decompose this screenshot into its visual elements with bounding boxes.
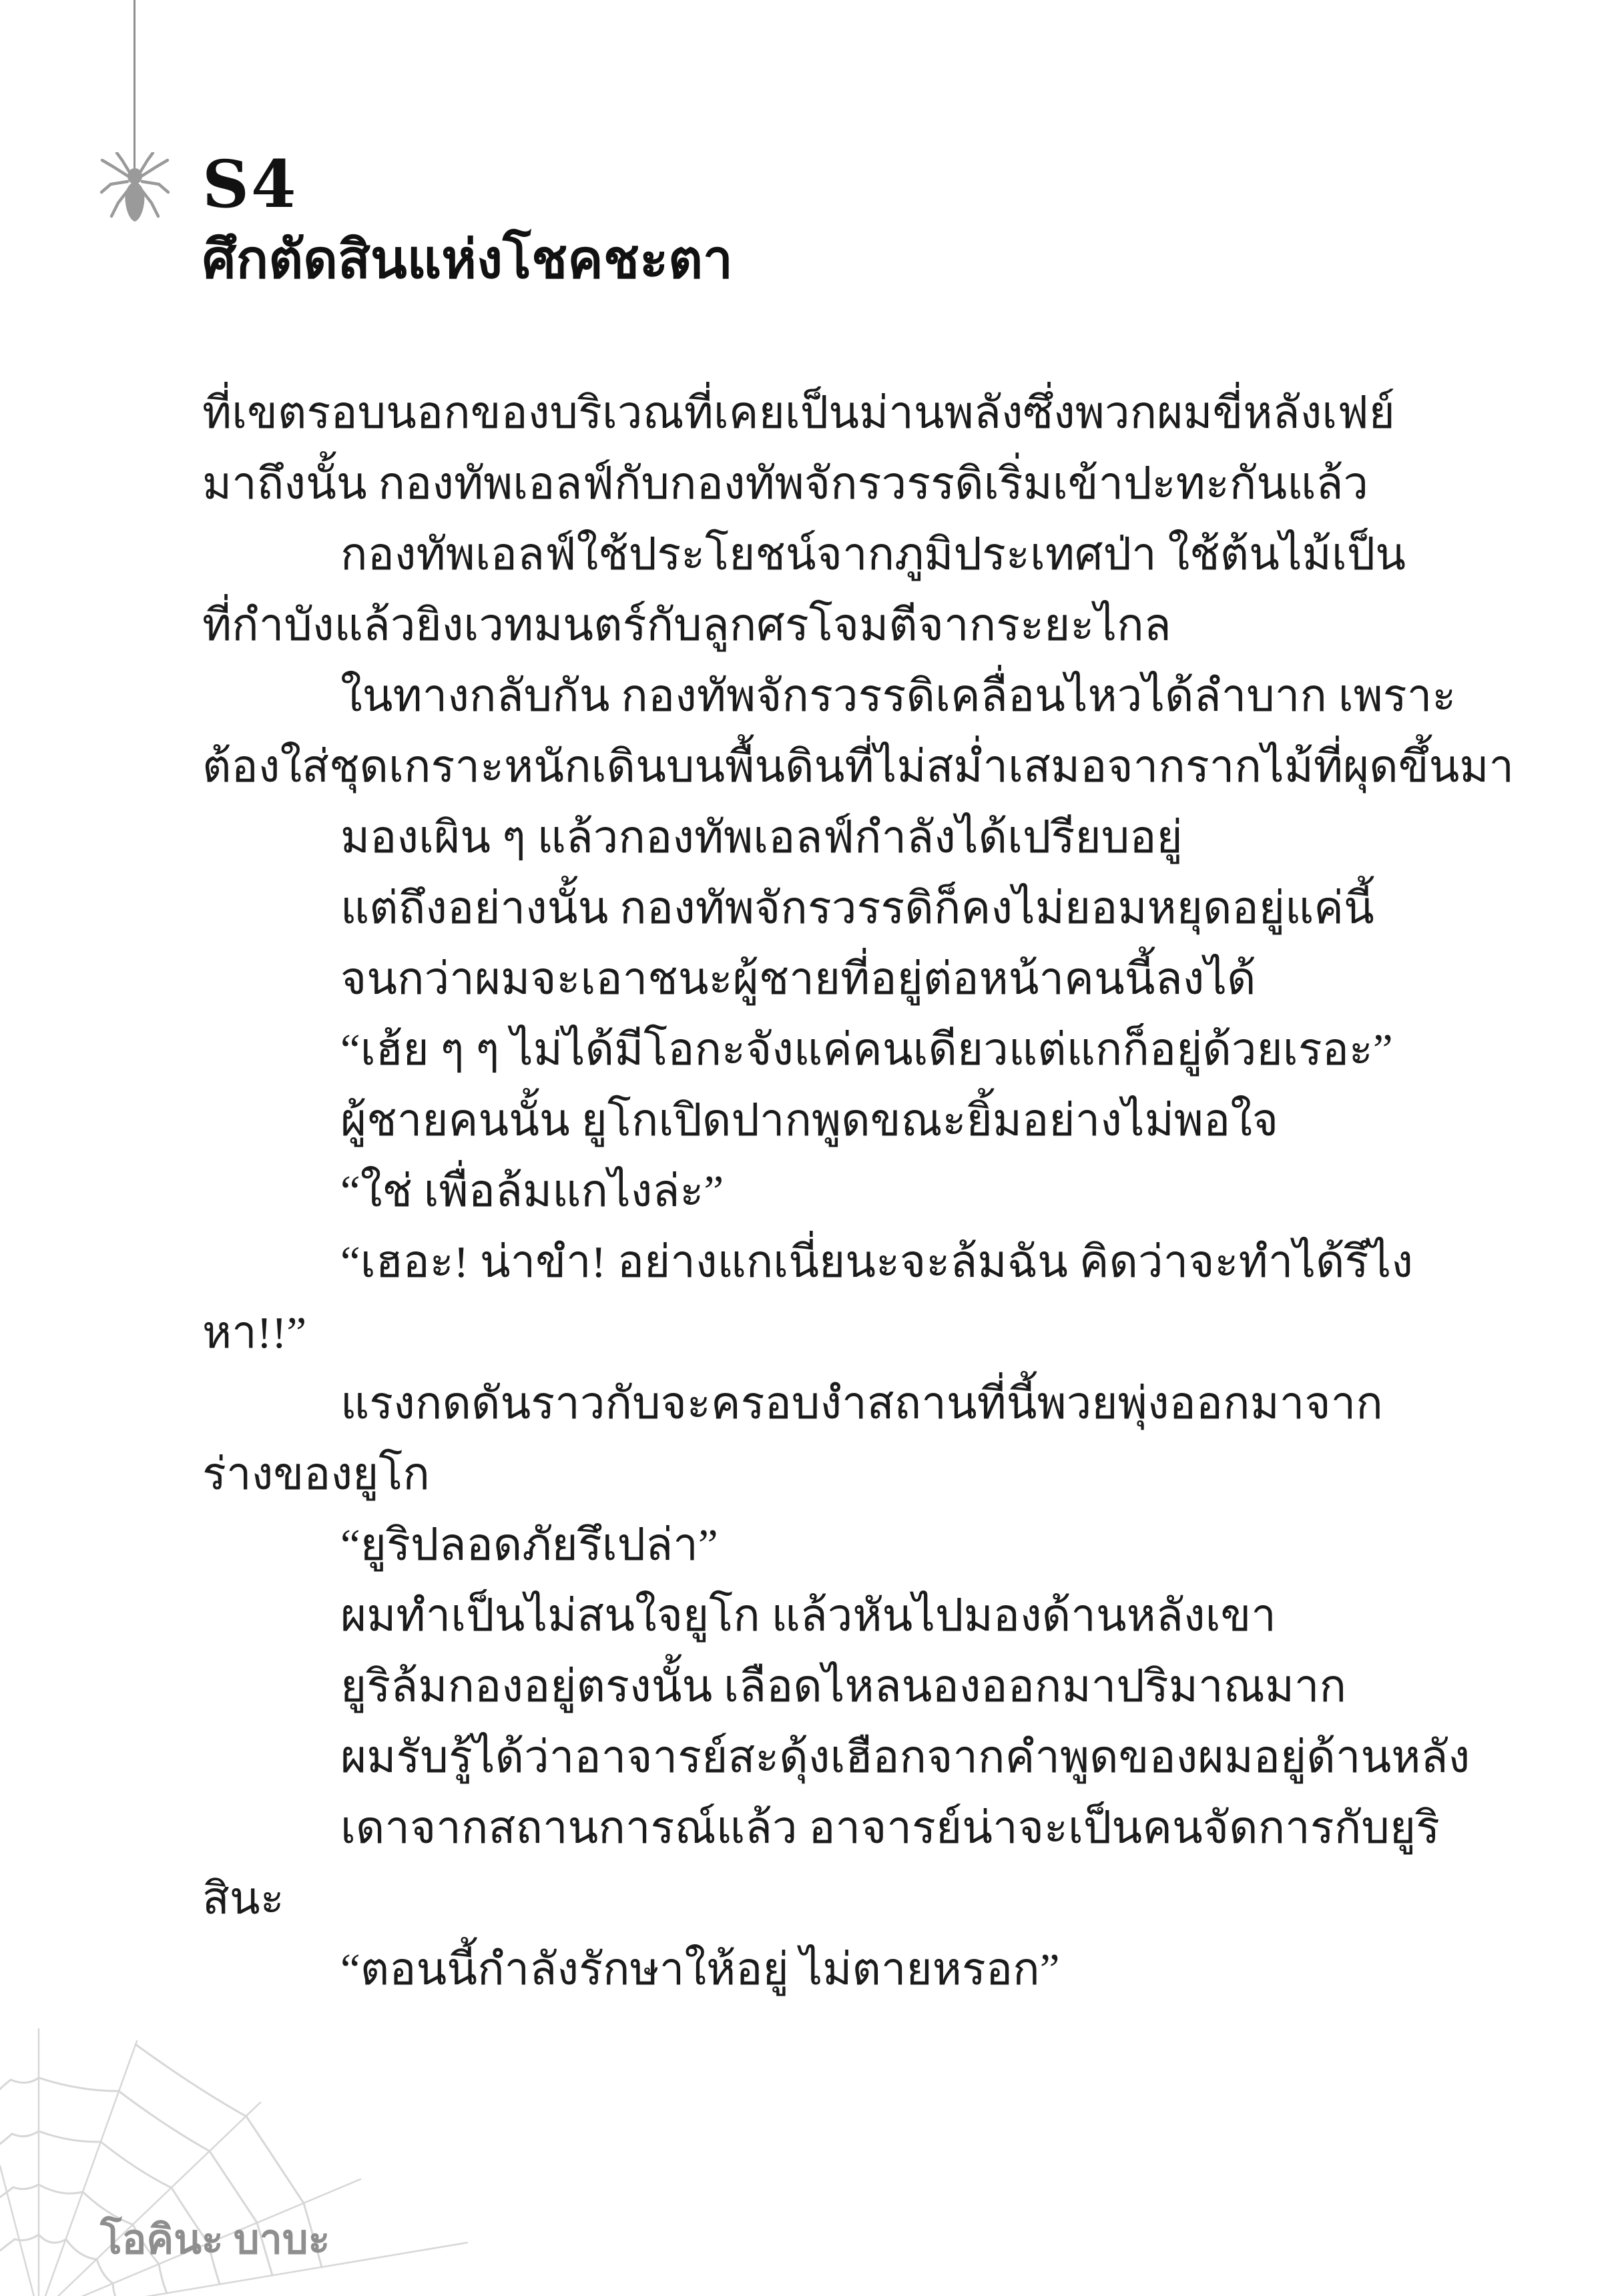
text-line: “เฮอะ! น่าขำ! อย่างแกเนี่ยนะจะล้มฉัน คิดว่าจะทำได้รึไง xyxy=(340,1237,1413,1287)
text-line: ที่กำบังแล้วยิงเวทมนตร์กับลูกศรโจมตีจากระยะไกล xyxy=(202,601,1171,650)
text-line: เดาจากสถานการณ์แล้ว อาจารย์น่าจะเป็นคนจัดการกับยูริ xyxy=(340,1803,1440,1853)
text-line: แรงกดดันราวกับจะครอบงำสถานที่นี้พวยพุ่งออกมาจาก xyxy=(340,1379,1383,1428)
text-line: ผมทำเป็นไม่สนใจยูโก แล้วหันไปมองด้านหลังเขา xyxy=(340,1591,1276,1641)
text-line: “ใช่ เพื่อล้มแกไงล่ะ” xyxy=(340,1167,724,1216)
spider-silk-thread xyxy=(133,0,136,171)
text-line: “ตอนนี้กำลังรักษาให้อยู่ ไม่ตายหรอก” xyxy=(340,1945,1060,1994)
text-line: “ยูริปลอดภัยรึเปล่า” xyxy=(340,1520,718,1570)
text-line: จนกว่าผมจะเอาชนะผู้ชายที่อยู่ต่อหน้าคนนี้ลงได้ xyxy=(340,954,1256,1004)
text-line: แต่ถึงอย่างนั้น กองทัพจักรวรรดิก็คงไม่ยอมหยุดอยู่แค่นี้ xyxy=(340,884,1374,933)
text-line: ที่เขตรอบนอกของบริเวณที่เคยเป็นม่านพลังซึ่งพวกผมขี่หลังเฟย์ xyxy=(202,388,1395,438)
text-line: “เฮ้ย ๆ ๆ ไม่ได้มีโอกะจังแค่คนเดียวแต่แกก็อยู่ด้วยเรอะ” xyxy=(340,1025,1393,1075)
body-text xyxy=(202,378,1515,2005)
author-name: โอคินะ บาบะ xyxy=(100,2218,330,2263)
text-line: สินะ xyxy=(202,1874,284,1924)
text-line: ผู้ชายคนนั้น ยูโกเปิดปากพูดขณะยิ้มอย่างไม่พอใจ xyxy=(340,1096,1279,1145)
text-line: กองทัพเอลฟ์ใช้ประโยชน์จากภูมิประเทศป่า ใช้ต้นไม้เป็น xyxy=(340,530,1406,579)
text-line: หา!!” xyxy=(202,1308,307,1358)
text-line: ต้องใส่ชุดเกราะหนักเดินบนพื้นดินที่ไม่สม่ำเสมอจากรากไม้ที่ผุดขึ้นมา xyxy=(202,742,1515,792)
text-line: มองเผิน ๆ แล้วกองทัพเอลฟ์กำลังได้เปรียบอยู่ xyxy=(340,813,1183,862)
spider-icon xyxy=(100,152,170,223)
text-line: ยูริล้มกองอยู่ตรงนั้น เลือดไหลนองออกมาปริมาณมาก xyxy=(340,1662,1347,1711)
chapter-title: ศึกตัดสินแห่งโชคชะตา xyxy=(202,231,733,290)
text-line: ในทางกลับกัน กองทัพจักรวรรดิเคลื่อนไหวได้ลำบาก เพราะ xyxy=(340,671,1456,721)
text-line: มาถึงนั้น กองทัพเอลฟ์กับกองทัพจักรวรรดิเริ่มเข้าปะทะกันแล้ว xyxy=(202,459,1369,509)
text-line: ร่างของยูโก xyxy=(202,1450,430,1499)
text-line: ผมรับรู้ได้ว่าอาจารย์สะดุ้งเฮือกจากคำพูดของผมอยู่ด้านหลัง xyxy=(340,1733,1470,1782)
chapter-code: S4 xyxy=(202,146,298,222)
